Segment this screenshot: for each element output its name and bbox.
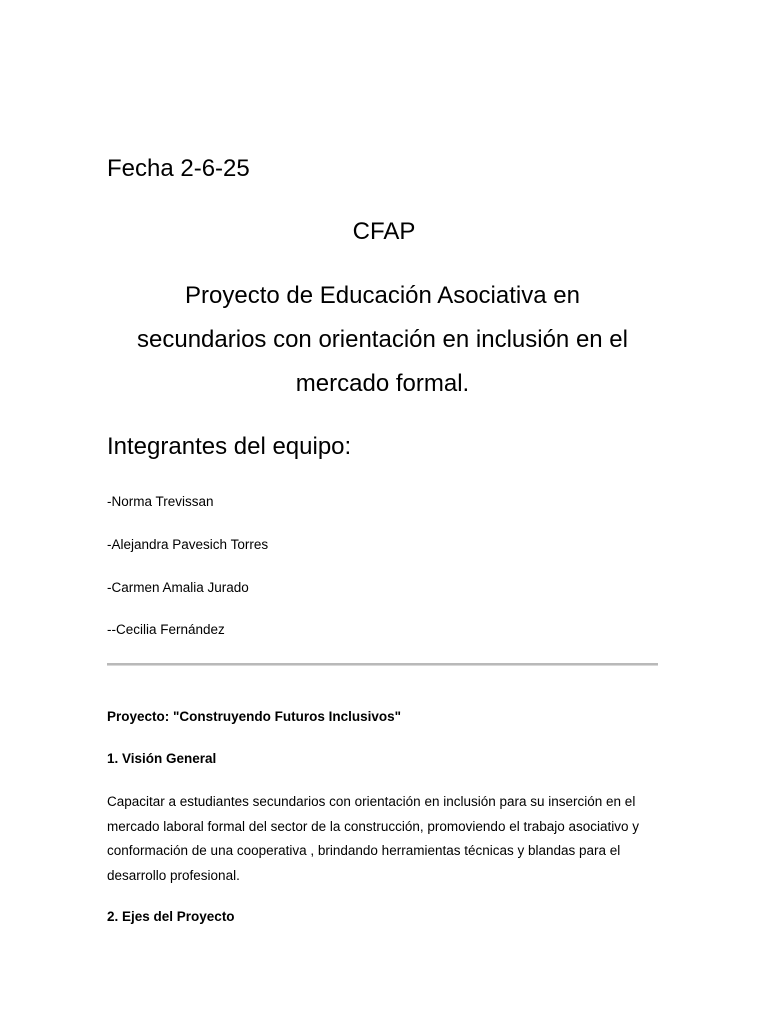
section-heading-axes: 2. Ejes del Proyecto — [107, 909, 235, 924]
organization-name: CFAP — [352, 218, 416, 245]
title-line: secundarios con orientación en inclusión en el — [137, 326, 628, 353]
horizontal-divider — [107, 663, 658, 666]
team-heading: Integrantes del equipo: — [107, 433, 352, 460]
paragraph-line: conformación de una cooperativa , brindando herramientas técnicas y blandas para el — [107, 843, 621, 858]
paragraph-line: mercado laboral formal del sector de la construcción, promoviendo el trabajo asociativo y — [107, 818, 640, 834]
team-member: -Carmen Amalia Jurado — [107, 580, 249, 595]
title-line: mercado formal. — [295, 370, 470, 397]
team-member: -Norma Trevissan — [107, 494, 214, 509]
document-date: Fecha 2-6-25 — [107, 155, 250, 182]
document-title — [107, 274, 658, 406]
team-member: --Cecilia Fernández — [107, 622, 225, 637]
title-line: Proyecto de Educación Asociativa en — [185, 282, 580, 309]
section-heading-vision: 1. Visión General — [107, 751, 217, 766]
vision-paragraph — [107, 790, 667, 888]
project-name: Proyecto: "Construyendo Futuros Inclusivos" — [107, 709, 402, 724]
paragraph-line: desarrollo profesional. — [107, 867, 240, 883]
team-member: -Alejandra Pavesich Torres — [107, 537, 269, 552]
paragraph-line: Capacitar a estudiantes secundarios con orientación en inclusión para su inserción en el — [107, 794, 636, 809]
